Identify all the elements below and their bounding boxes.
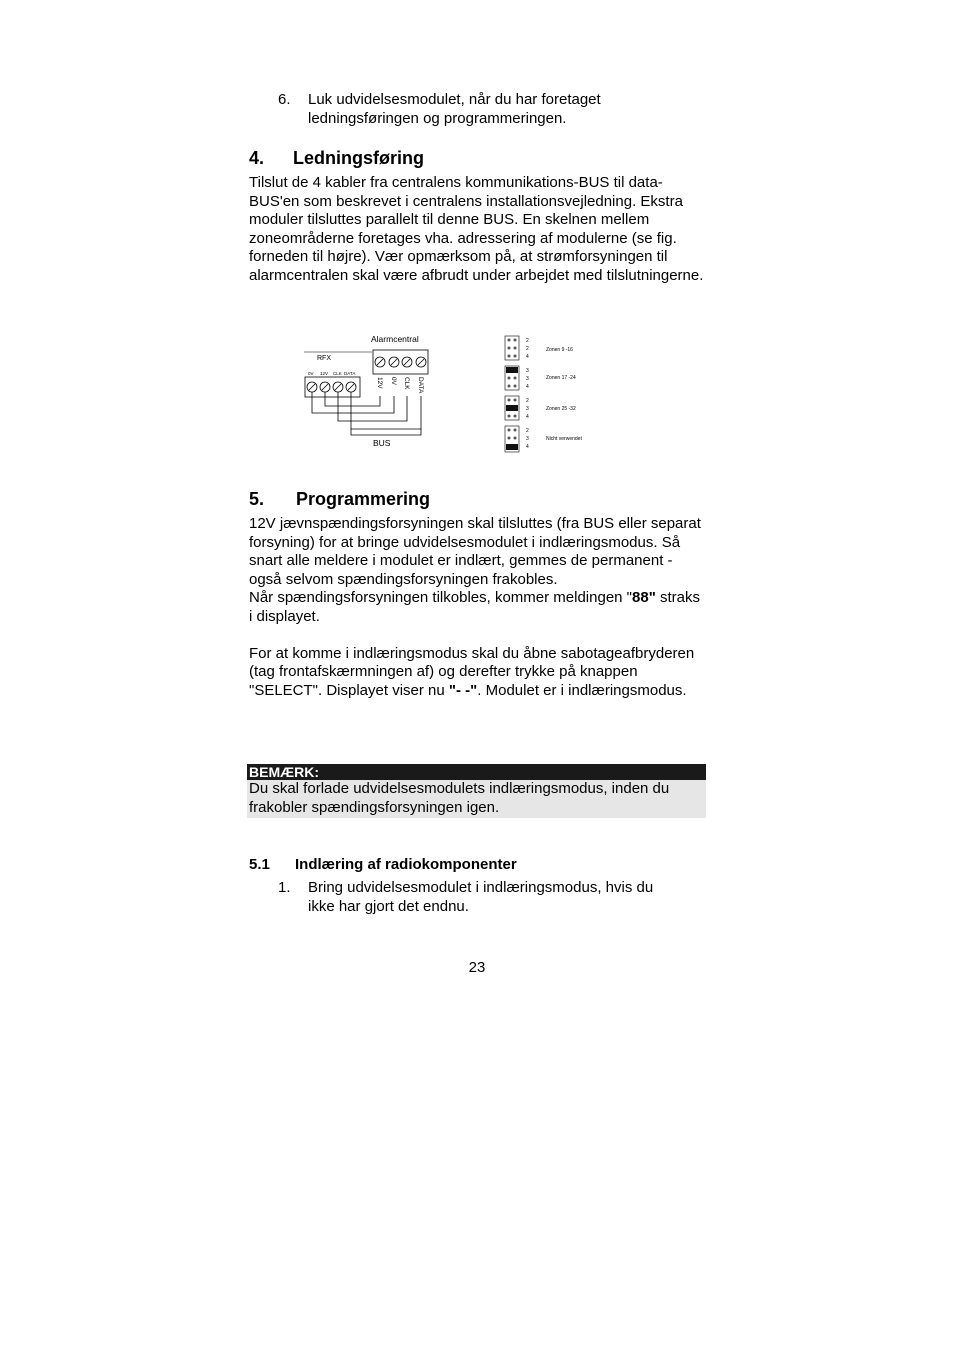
section-title: Indlæring af radiokomponenter <box>295 856 517 873</box>
jumper-group <box>505 396 576 420</box>
note-text: Du skal forlade udvidelsesmodulets indlæringsmodus, inden du frakobler spændingsforsyningen igen. <box>247 780 706 818</box>
jumper-pin-number: 3 <box>526 376 529 382</box>
list-item-1 <box>278 879 678 916</box>
paragraph <box>249 589 704 626</box>
note-heading: BEMÆRK: <box>247 764 706 780</box>
paragraph-text: . Modulet er i indlæringsmodus. <box>477 681 687 699</box>
rfx-terminal-label: DATA <box>344 371 356 376</box>
bus-wires <box>312 392 421 435</box>
paragraph-bold-text: "- -" <box>448 681 478 699</box>
jumper-label: Nicht verwendet <box>546 436 582 442</box>
section-title: Ledningsføring <box>293 148 424 168</box>
rfx-screw-icons <box>307 382 356 392</box>
jumper-pin-number: 4 <box>526 354 529 360</box>
section-5-1-heading <box>249 856 709 874</box>
jumper-group <box>505 426 582 452</box>
central-terminal-label: DATA <box>417 377 424 394</box>
paragraph-bold-text: 88" <box>632 589 656 606</box>
rfx-terminal-label: 12V <box>320 371 329 376</box>
jumper-label: Zonen 9 -16 <box>546 347 573 353</box>
rfx-terminal-block <box>305 377 360 397</box>
wiring-diagram <box>300 330 600 455</box>
central-terminal-label: 0V <box>390 377 397 385</box>
note-box <box>247 764 706 818</box>
section-5-body <box>249 515 704 700</box>
jumper-pin-number: 4 <box>526 414 529 420</box>
section-4-body: Tilslut de 4 kabler fra centralens kommunikations-BUS til data-BUS'en som beskrevet i centralens installationsvejledning. Ekstra moduler tilsluttes parallelt til denne BUS. En skelnen mellem zoneområderne foretages vha. adressering af modulerne (se fig. forneden til højre). Vær opmærksom på, at strømforsyningen til alarmcentralen skal være afbrudt under arbejdet med tilslutningerne. <box>249 174 704 284</box>
section-title: Programmering <box>296 489 431 509</box>
central-terminal-label: CLK <box>403 377 410 390</box>
rfx-terminal-label: 0V <box>308 371 314 376</box>
paragraph <box>249 645 704 701</box>
list-text: Luk udvidelsesmodulet, når du har foretaget ledningsføringen og programmeringen. <box>308 91 601 127</box>
jumper-pin-number: 2 <box>526 338 529 344</box>
paragraph-text: For at komme i indlæringsmodus skal du åbne sabotageafbryderen (tag frontafskærmningen af) og derefter trykke på knappen "SELECT". Displayet viser nu <box>249 644 695 699</box>
list-text: Bring udvidelsesmodulet i indlæringsmodus, hvis du ikke har gjort det endnu. <box>308 879 654 915</box>
page-number: 23 <box>468 959 486 976</box>
jumper-group <box>505 336 573 360</box>
section-number: 5. <box>249 489 265 509</box>
central-screw-icons <box>375 357 426 367</box>
jumper-pin-number: 3 <box>526 368 529 374</box>
jumper-pin-number: 4 <box>526 444 529 450</box>
central-terminal-label: 12V <box>376 377 383 389</box>
jumper-pin-number: 4 <box>526 384 529 390</box>
list-number: 1. <box>278 879 291 896</box>
jumper-pin-number: 2 <box>526 428 529 434</box>
paragraph: 12V jævnspændingsforsyningen skal tilsluttes (fra BUS eller separat forsyning) for at bringe udvidelsesmodulet i indlæringsmodus. Så snart alle meldere i modulet er indlært, gemmes de permanent - også selvom spændingsforsyningen frakobles. <box>249 515 701 588</box>
rfx-terminal-label: CLK <box>333 371 342 376</box>
paragraph-text: Når spændingsforsyningen tilkobles, kommer meldingen " <box>249 589 633 606</box>
bus-label: BUS <box>373 438 391 448</box>
jumper-pin-number: 3 <box>526 436 529 442</box>
jumper-pin-number: 3 <box>526 406 529 412</box>
section-number: 5.1 <box>249 856 270 873</box>
section-4-heading <box>249 147 709 169</box>
alarmcentral-label: Alarmcentral <box>371 334 419 344</box>
jumper-pin-number: 2 <box>526 346 529 352</box>
list-item-6 <box>278 91 648 128</box>
paragraph-text: straks i displayet. <box>249 589 700 625</box>
jumper-group <box>505 366 576 390</box>
jumper-label: Zonen 25 -32 <box>546 406 576 412</box>
jumper-pin-number: 2 <box>526 398 529 404</box>
list-number: 6. <box>278 91 291 108</box>
section-5-heading <box>249 488 709 510</box>
central-terminal-block <box>373 350 428 374</box>
section-number: 4. <box>249 148 265 168</box>
jumper-label: Zonen 17 -24 <box>546 375 576 381</box>
rfx-label: RFX <box>317 355 331 362</box>
